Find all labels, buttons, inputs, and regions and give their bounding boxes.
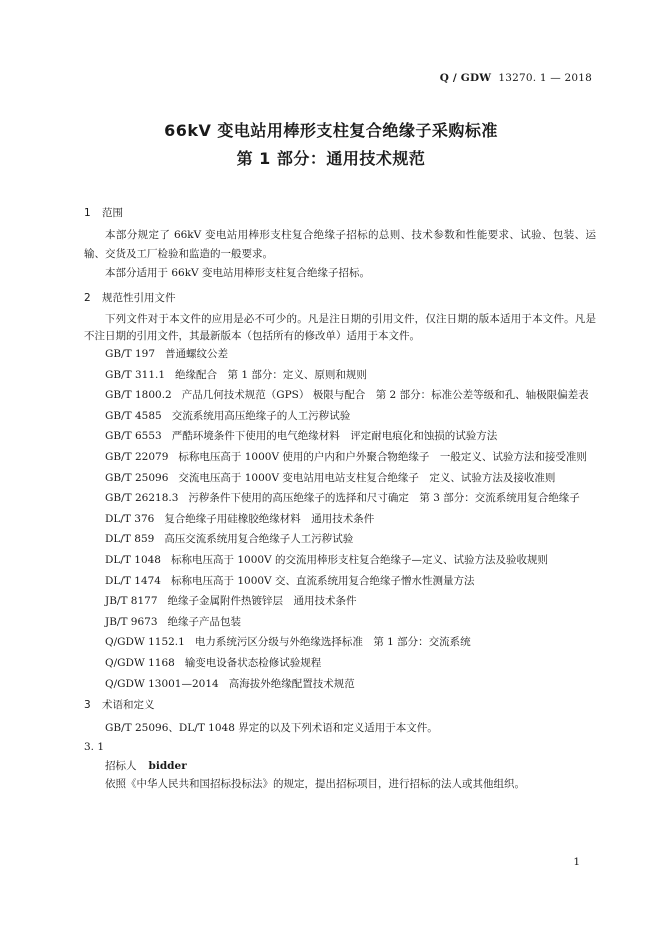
reference-title: 高海拔外绝缘配置技术规范 [228, 677, 355, 690]
reference-item [84, 447, 596, 468]
reference-title: 高压交流系统用复合绝缘子人工污秽试验 [164, 533, 354, 546]
reference-item [84, 550, 596, 571]
document-subtitle: 第 1 部分：通用技术规范 [236, 149, 426, 168]
reference-title: 标称电压高于 1000V 的交流用棒形支柱复合绝缘子—定义、试验方法及验收规则 [171, 553, 548, 566]
section-1-para-1: 本部分规定了 66kV 变电站用棒形支柱复合绝缘子招标的总则、技术参数和性能要求、试验、包装、运输、交货及工厂检验和监造的一般要求。 [84, 229, 596, 260]
reference-code: DL/T 859 [105, 533, 155, 546]
reference-code: GB/T 197 [105, 348, 156, 360]
standard-code [440, 72, 592, 84]
section-number: 3 [84, 699, 91, 711]
section-2-intro: 下列文件对于本文件的应用是必不可少的。凡是注日期的引用文件，仅注日期的版本适用于本文件。凡是不注日期的引用文件，其最新版本（包括所有的修改单）适用于本文件。 [84, 313, 596, 342]
reference-item [84, 529, 596, 550]
section-number: 2 [84, 292, 91, 304]
reference-title: 标称电压高于 1000V 使用的户内和户外聚合物绝缘子 一般定义、试验方法和接受准则 [178, 450, 587, 463]
reference-item [84, 653, 596, 674]
reference-item [84, 612, 596, 633]
reference-code: GB/T 6553 [105, 430, 162, 443]
reference-title: 输变电设备状态检修试验规程 [184, 656, 322, 669]
section-3-heading [84, 697, 155, 712]
reference-code: DL/T 376 [105, 512, 155, 525]
reference-code: DL/T 1048 [105, 553, 161, 566]
reference-item [84, 591, 596, 612]
reference-code: GB/T 25096 [105, 471, 169, 484]
section-1-heading [84, 205, 123, 220]
reference-item [84, 509, 596, 530]
section-title: 术语和定义 [102, 699, 155, 711]
section-title: 范围 [102, 207, 123, 219]
standard-code-prefix: Q / GDW [439, 72, 492, 84]
reference-code: DL/T 1474 [105, 574, 161, 587]
term-definition: 依照《中华人民共和国招标投标法》的规定，提出招标项目，进行招标的法人或其他组织。 [105, 778, 525, 790]
reference-title: 绝缘子产品包装 [167, 615, 242, 628]
section-3-intro: GB/T 25096、DL/T 1048 界定的以及下列术语和定义适用于本文件。 [105, 722, 438, 734]
reference-code: JB/T 8177 [105, 595, 158, 608]
reference-item [84, 674, 596, 695]
normative-reference-list [84, 344, 596, 694]
reference-item [84, 468, 596, 489]
reference-code: GB/T 26218.3 [105, 492, 179, 505]
reference-title: 绝缘子金属附件热镀锌层 通用技术条件 [167, 595, 357, 608]
reference-code: Q/GDW 13001—2014 [105, 677, 219, 690]
reference-code: JB/T 9673 [105, 615, 158, 628]
reference-title: 电力系统污区分级与外绝缘选择标准 第 1 部分：交流系统 [194, 636, 471, 649]
term-chinese: 招标人 [105, 760, 137, 772]
reference-item [84, 406, 596, 427]
reference-code: Q/GDW 1152.1 [105, 636, 185, 649]
reference-item [84, 488, 596, 509]
document-title: 66kV 变电站用棒形支柱复合绝缘子采购标准 [164, 121, 498, 140]
reference-item [84, 385, 596, 406]
reference-item [84, 571, 596, 592]
reference-title: 标称电压高于 1000V 交、直流系统用复合绝缘子憎水性测量方法 [171, 574, 475, 587]
standard-code-number: 13270. 1 — 2018 [498, 72, 592, 84]
section-title: 规范性引用文件 [102, 292, 176, 304]
reference-code: GB/T 4585 [105, 409, 162, 422]
reference-title: 交流电压高于 1000V 变电站用电站支柱复合绝缘子 定义、试验方法及接收准则 [178, 471, 556, 484]
reference-code: GB/T 22079 [105, 450, 169, 463]
reference-title: 产品几何技术规范（GPS） 极限与配合 第 2 部分：标准公差等级和孔、轴极限偏差表 [181, 389, 589, 402]
reference-title: 绝缘配合 第 1 部分：定义、原则和规则 [175, 368, 367, 381]
reference-code: Q/GDW 1168 [105, 656, 175, 669]
reference-item [84, 365, 596, 386]
reference-title: 交流系统用高压绝缘子的人工污秽试验 [171, 409, 351, 422]
term-number: 3. 1 [84, 741, 105, 753]
term-heading [105, 758, 187, 773]
reference-code: GB/T 1800.2 [105, 389, 172, 402]
reference-item [84, 632, 596, 653]
reference-title: 普通螺纹公差 [165, 348, 229, 360]
section-1-para-2: 本部分适用于 66kV 变电站用棒形支柱复合绝缘子招标。 [105, 267, 370, 279]
reference-code: GB/T 311.1 [105, 368, 166, 381]
reference-item [84, 344, 596, 365]
section-2-heading [84, 290, 176, 305]
reference-item [84, 426, 596, 447]
reference-title: 污秽条件下使用的高压绝缘子的选择和尺寸确定 第 3 部分：交流系统用复合绝缘子 [188, 492, 580, 505]
section-number: 1 [84, 207, 91, 219]
page-number: 1 [573, 856, 580, 868]
term-english: bidder [148, 760, 187, 772]
reference-title: 复合绝缘子用硅橡胶绝缘材料 通用技术条件 [164, 512, 375, 525]
reference-title: 严酷环境条件下使用的电气绝缘材料 评定耐电痕化和蚀损的试验方法 [171, 430, 498, 443]
